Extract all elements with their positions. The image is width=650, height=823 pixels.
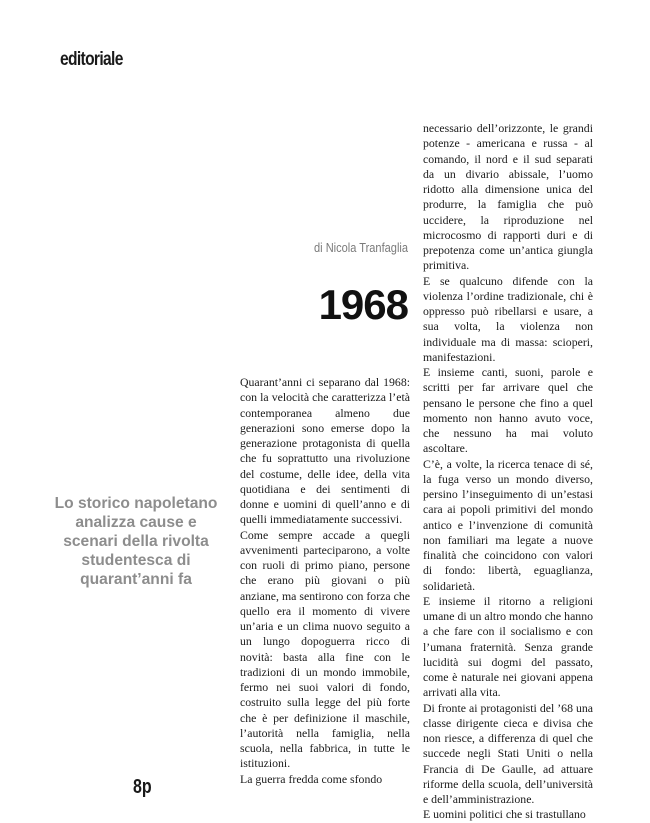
paragraph: E se qualcuno difende con la violenza l’ordine tradizionale, chi è oppresso può ribellarsi e usare, a sua volta, la violenza non individuale ma di massa: scioperi, manifestazioni. xyxy=(423,273,593,364)
page-number: 8p xyxy=(133,776,152,798)
body-column-right xyxy=(423,121,593,823)
pull-quote: Lo storico napoletano analizza cause e scenari della rivolta studentesca di quarant’anni fa xyxy=(54,495,218,588)
section-label: editoriale xyxy=(60,49,123,70)
body-column-left xyxy=(240,375,410,787)
paragraph: C’è, a volte, la ricerca tenace di sé, la fuga verso un mondo diverso, persino l’inseguimento di un’estasi cara ai popoli primitivi del mondo antico e l’invenzione di comunità non familiari ma legate a nuove finalità che coincidono con valori di fondo: libertà, eguaglianza, solidarietà. xyxy=(423,456,593,593)
paragraph: E uomini politici che si trastullano xyxy=(423,807,586,822)
paragraph: E insieme il ritorno a religioni umane di un altro mondo che hanno a che fare con il socialismo e con l’umana fraternità. Senza grande lucidità sui dogmi del passato, come è naturale nei giovani appena arrivati alla vita. xyxy=(423,593,593,700)
article-title: 1968 xyxy=(318,281,408,328)
paragraph: Di fronte ai protagonisti del ’68 una classe dirigente cieca e divisa che non riesce, a differenza di quel che succede negli Stati Uniti o nella Francia di De Gaulle, ad attuare riforme della scuola, dell’università e dell’amministrazione. xyxy=(423,700,593,806)
byline: di Nicola Tranfaglia xyxy=(314,240,408,255)
paragraph: necessario dell’orizzonte, le grandi potenze - americana e russa - al comando, il nord e il sud separati da un divario abissale, l’uomo ridotto alla dimensione unica del produrre, la famiglia che può uccidere, la riproduzione nel microcosmo di rapporti duri e di prepotenza come un’antica giungla primitiva. xyxy=(423,121,593,273)
paragraph: E insieme canti, suoni, parole e scritti per far arrivare quel che pensano le persone che fino a quel momento non hanno avuto voce, che nessuno ha mai voluto ascoltare. xyxy=(423,365,593,456)
paragraph: Come sempre accade a quegli avvenimenti parteciparono, a volte con ruoli di primo piano, persone che erano più giovani o più anziane, ma sentirono con forza che quello era il momento di vivere un’aria e un clima nuovo seguito a un lungo dopoguerra ricco di novità: basta alla fine con le tradizioni di un mondo immobile, fermo nei suoi valori di fondo, costruito sulla legge del più forte che è per definizione il maschile, l’autorità nella famiglia, nella scuola, nella fabbrica, in tutte le istituzioni. xyxy=(240,527,410,771)
paragraph: La guerra fredda come sfondo xyxy=(240,771,383,786)
paragraph: Quarant’anni ci separano dal 1968: con la velocità che caratterizza l’età contemporanea almeno due generazioni sono emerse dopo la generazione protagonista di quella che fu soprattutto una rivoluzione del costume, delle idee, della vita quotidiana e dei sentimenti di donne e uomini di quell’anno e di quelli immediatamente successivi. xyxy=(240,375,410,527)
